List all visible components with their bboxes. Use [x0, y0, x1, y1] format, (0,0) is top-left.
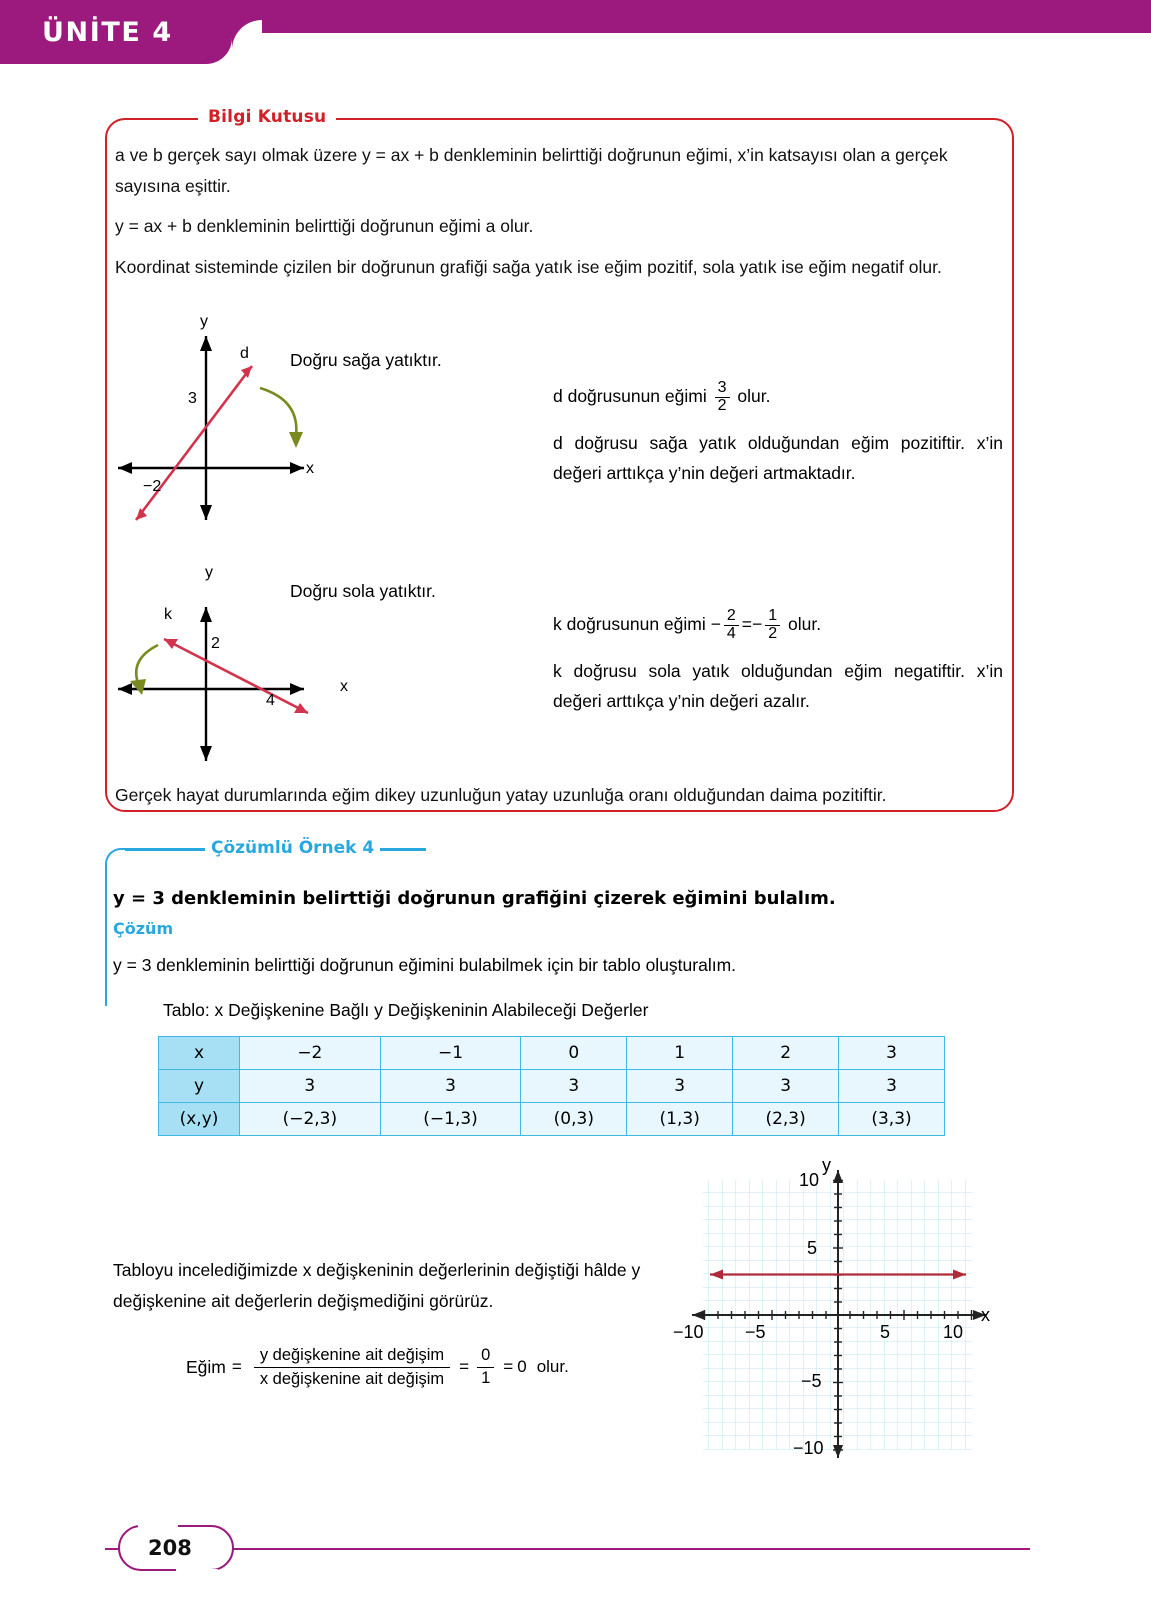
slope-formula-equals-2: =: [459, 1357, 470, 1377]
slope-formula-value-fraction: [477, 1346, 494, 1389]
table-row-label: x: [159, 1037, 240, 1070]
graph2-slope-numerator-1: 2: [726, 607, 736, 624]
graph-positive-slope: [108, 308, 368, 538]
graph1-slope-fraction: [715, 380, 730, 415]
graph1-explanation: d doğrusu sağa yatık olduğundan eğim pozitiftir. x’in değeri arttıkça y’nin değeri artmaktadır.: [553, 433, 1003, 483]
solution-label: Çözüm: [113, 919, 174, 938]
graph1-y-intercept: 3: [188, 390, 197, 407]
chart-x-axis-label: x: [981, 1305, 990, 1325]
table-row: [159, 1037, 945, 1070]
unit-banner: [0, 0, 1151, 78]
table-cell: 3: [839, 1037, 945, 1070]
coordinate-grid-chart: [668, 1152, 1008, 1472]
graph1-slope-suffix: olur.: [737, 385, 771, 406]
graph2-slope-denominator-1: 4: [724, 625, 739, 643]
table-caption: Tablo: x Değişkenine Bağlı y Değişkeninin Alabileceği Değerler: [163, 1000, 649, 1020]
table-cell: (−1,3): [380, 1103, 521, 1136]
info-box-label: Bilgi Kutusu: [198, 107, 336, 127]
info-paragraph-2: y = ax + b denkleminin belirttiği doğrunun eğimi a olur.: [115, 216, 534, 236]
graph1-x-intercept: −2: [143, 478, 162, 495]
graph2-slope-prefix: k doğrusunun eğimi: [553, 613, 706, 634]
page-badge-mask-left: [138, 1523, 178, 1528]
info-box-closing: Gerçek hayat durumlarında eğim dikey uzunluğun yatay uzunluğa oranı olduğundan daima pozitiftir.: [115, 785, 887, 805]
chart-x-tick-10: 10: [943, 1322, 964, 1342]
slope-formula-denominator: x değişkenine ait değişim: [254, 1367, 450, 1390]
solution-intro: y = 3 denkleminin belirttiği doğrunun eğimini bulabilmek için bir tablo oluşturalım.: [113, 955, 737, 975]
graph1-caption: Doğru sağa yatıktır.: [290, 350, 442, 370]
graph2-x-axis-label: x: [340, 678, 348, 695]
graph2-slope-fraction-1: [724, 608, 739, 643]
solved-example-rule-left: [125, 848, 205, 851]
table-cell: 3: [240, 1070, 381, 1103]
solved-example-question: y = 3 denkleminin belirttiği doğrunun grafiğini çizerek eğimini bulalım.: [113, 888, 836, 909]
table-cell: (1,3): [627, 1103, 733, 1136]
table-cell: 3: [380, 1070, 521, 1103]
slope-formula-ratio: [254, 1345, 450, 1389]
slope-formula-numerator: y değişkenine ait değişim: [259, 1346, 445, 1364]
slope-formula: [186, 1345, 569, 1389]
table-cell: −1: [380, 1037, 521, 1070]
table-row-label: (x,y): [159, 1103, 240, 1136]
info-paragraph-1: a ve b gerçek sayı olmak üzere y = ax + b denkleminin belirttiği doğrunun eğimi, x’in katsayısı olan a gerçek sayısına eşittir.: [115, 145, 948, 196]
chart-x-tick-5: 5: [880, 1322, 891, 1342]
slope-formula-label: Eğim: [186, 1356, 226, 1377]
chart-y-tick-10: 10: [799, 1170, 820, 1190]
table-cell: 3: [733, 1070, 839, 1103]
slope-formula-equals-1: =: [231, 1357, 242, 1377]
graph2-slope-sign-2: −: [751, 613, 763, 634]
graph2-y-intercept: 2: [211, 635, 220, 652]
graph1-x-axis-label: x: [306, 460, 314, 477]
chart-x-tick-neg5: −5: [745, 1322, 766, 1342]
graph1-y-axis-label: y: [200, 313, 208, 330]
values-table: [158, 1036, 945, 1136]
table-cell: 0: [521, 1037, 627, 1070]
graph1-slope-prefix: d doğrusunun eğimi: [553, 385, 707, 406]
table-cell: (−2,3): [240, 1103, 381, 1136]
table-cell: −2: [240, 1037, 381, 1070]
solved-example-label: Çözümlü Örnek 4: [205, 838, 380, 858]
slope-formula-suffix: olur.: [536, 1357, 569, 1377]
graph2-slope-sentence: [553, 608, 1013, 643]
page-number: 208: [148, 1536, 192, 1560]
table-cell: (0,3): [521, 1103, 627, 1136]
graph2-slope-equals: =: [741, 613, 752, 634]
graph2-slope-numerator-2: 1: [768, 607, 778, 624]
table-cell: 1: [627, 1037, 733, 1070]
chart-y-tick-neg5: −5: [801, 1371, 822, 1391]
slope-formula-equals-3: =: [503, 1357, 514, 1377]
graph2-y-axis-label: y: [205, 564, 213, 581]
footer-rule: [105, 1548, 1030, 1550]
slope-formula-value-numerator: 0: [481, 1345, 491, 1364]
graph2-caption: Doğru sola yatıktır.: [290, 581, 436, 601]
table-row-label: y: [159, 1070, 240, 1103]
graph1-line-label: d: [240, 345, 249, 362]
graph1-slope-numerator: 3: [717, 379, 727, 396]
slope-formula-value-denominator: 1: [477, 1367, 494, 1389]
table-cell: 3: [521, 1070, 627, 1103]
table-row: [159, 1103, 945, 1136]
chart-y-tick-neg10: −10: [793, 1438, 824, 1458]
graph2-explanation: k doğrusu sola yatık olduğundan eğim negatiftir. x’in değeri arttıkça y’nin değeri azalır.: [553, 661, 1003, 711]
banner-corner-notch: [232, 20, 262, 50]
graph1-slope-sentence: [553, 380, 1013, 415]
bottom-paragraph: Tabloyu incelediğimizde x değişkeninin değerlerinin değiştiği hâlde y değişkenine ait değerlerin değişmediğini görürüz.: [113, 1260, 641, 1311]
graph2-slope-fraction-2: [765, 608, 780, 643]
graph2-slope-denominator-2: 2: [765, 625, 780, 643]
table-cell: (3,3): [839, 1103, 945, 1136]
graph2-line-label: k: [164, 606, 172, 623]
slope-formula-result: 0: [517, 1357, 527, 1377]
table-cell: 3: [839, 1070, 945, 1103]
chart-y-axis-label: y: [822, 1155, 831, 1175]
table-row: [159, 1070, 945, 1103]
graph1-slope-denominator: 2: [715, 397, 730, 415]
table-cell: (2,3): [733, 1103, 839, 1136]
graph2-slope-suffix: olur.: [788, 613, 822, 634]
unit-title: ÜNİTE 4: [42, 17, 173, 48]
info-paragraph-3: Koordinat sisteminde çizilen bir doğrunun grafiği sağa yatık ise eğim pozitif, sola yatık ise eğim negatif olur.: [115, 257, 942, 277]
graph2-slope-sign-1: −: [710, 613, 721, 634]
graph2-x-intercept: 4: [266, 692, 275, 709]
chart-y-tick-5: 5: [807, 1238, 818, 1258]
chart-x-tick-neg10: −10: [673, 1322, 704, 1342]
page-badge-mask-right: [176, 1569, 218, 1574]
table-cell: 3: [627, 1070, 733, 1103]
table-cell: 2: [733, 1037, 839, 1070]
